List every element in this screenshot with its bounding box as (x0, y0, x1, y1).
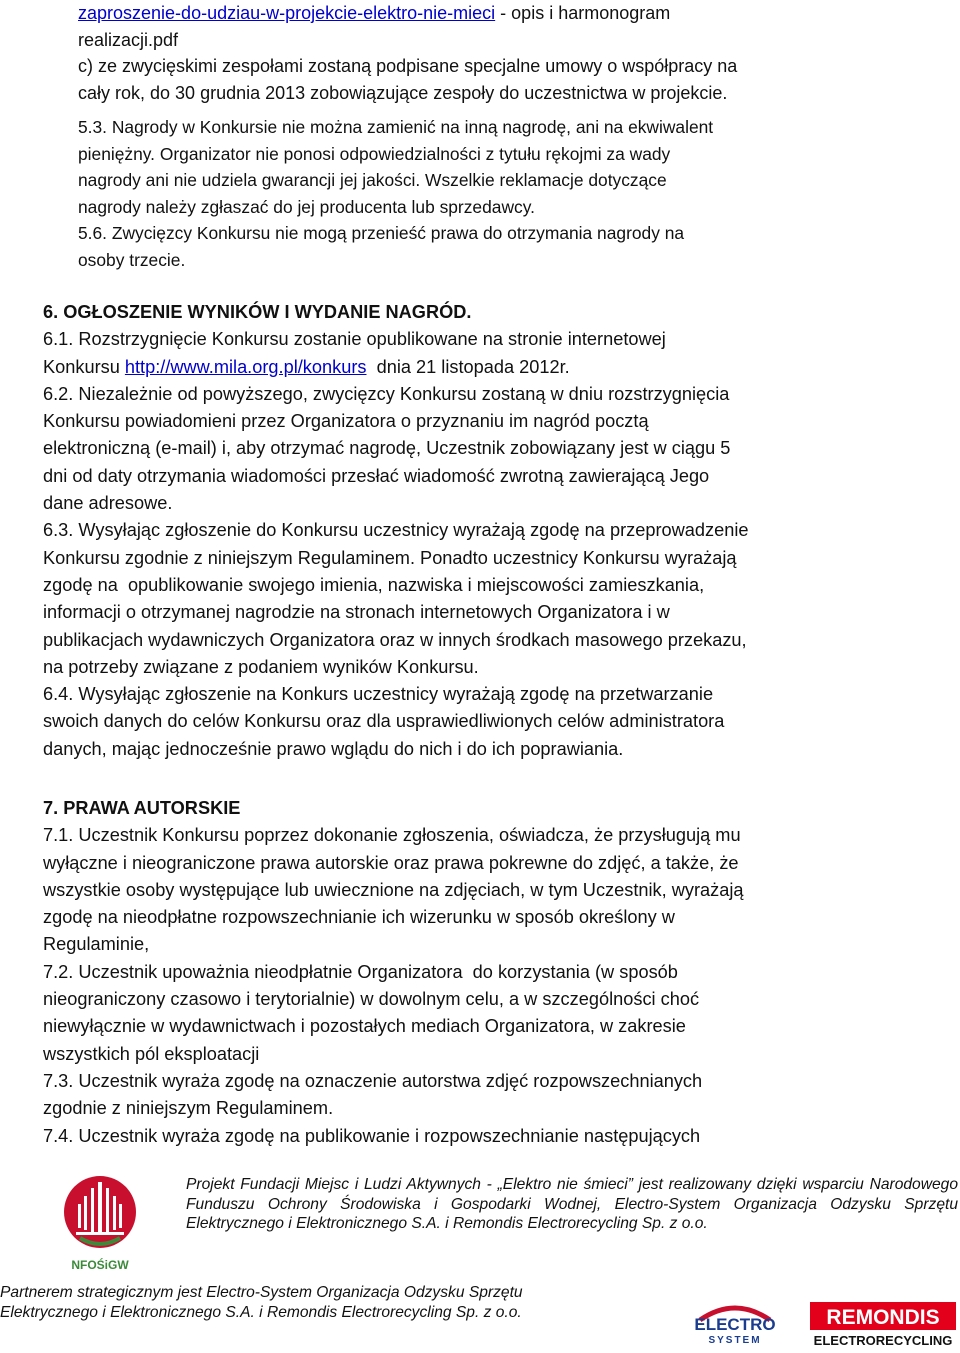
text-line: Regulaminie, (43, 934, 150, 955)
electro-system-logo (690, 1298, 780, 1348)
section-6 (43, 299, 843, 763)
text-line: nagrody należy zgłaszać do jej producenta lub sprzedawcy. (78, 196, 535, 217)
prize-rules-block (78, 114, 838, 274)
text-line: 5.6. Zwycięzcy Konkursu nie mogą przenieść prawa do otrzymania nagrody na (78, 223, 685, 244)
strategic-partner-note (0, 1283, 700, 1322)
text-line: Elektrycznego i Elektronicznego S.A. i Remondis Electrorecycling Sp. z o.o. (0, 1303, 522, 1321)
text-line: wszystkie osoby występujące lub uwiecznione na zdjęciach, w tym Uczestnik, wyrażają (43, 879, 744, 900)
pdf-link-line (78, 0, 838, 27)
system-logo-text: SYSTEM (708, 1335, 762, 1346)
text-line: zgodnie z niniejszym Regulaminem. (43, 1098, 334, 1119)
text-line: danych, mając jednocześnie prawo wglądu do nich i do ich poprawiania. (43, 738, 624, 759)
text-line: dni od daty otrzymania wiadomości przesłać wiadomość zwrotną zawierającą Jego (43, 465, 710, 486)
text-line: Partnerem strategicznym jest Electro-System Organizacja Odzysku Sprzętu (0, 1284, 523, 1301)
text-line: 7.3. Uczestnik wyraża zgodę na oznaczenie autorstwa zdjęć rozpowszechnianych (43, 1070, 703, 1091)
text-span: dnia 21 listopada 2012r. (366, 356, 570, 377)
text-line: 5.3. Nagrody w Konkursie nie można zamienić na inną nagrodę, ani na ekwiwalent (78, 117, 714, 137)
project-funding-note: Projekt Fundacji Miejsc i Ludzi Aktywnych - „Elektro nie śmieci” jest realizowany dzięki wsparciu Narodowego Funduszu Ochrony Środowiska i Gospodarki Wodnej, Electro-System Organizacja Odzysku Sprzętu Elektrycznego i Elektronicznego S.A. i Remondis Electrorecycling Sp. z o.o. (186, 1176, 958, 1233)
text-line: cały rok, do 30 grudnia 2013 zobowiązujące zespoły do uczestnictwa w projekcie. (78, 82, 728, 103)
text-line: dane adresowe. (43, 493, 173, 514)
konkurs-link[interactable]: http://www.mila.org.pl/konkurs (124, 356, 367, 377)
nfosigw-logo (60, 1172, 140, 1274)
text-line: 6.1. Rozstrzygnięcie Konkursu zostanie opublikowane na stronie internetowej (43, 329, 666, 350)
text-line: 7.4. Uczestnik wyraża zgodę na publikowanie i rozpowszechnianie następujących (43, 1125, 701, 1146)
section-7 (43, 795, 843, 1150)
electro-logo-text: ELECTRO (694, 1315, 776, 1334)
text-line: Konkursu powiadomieni przez Organizatora o przyznaniu im nagród pocztą (43, 411, 649, 432)
remondis-logo-text: REMONDIS (826, 1306, 940, 1329)
results-link-line (43, 354, 843, 381)
text-line: c) ze zwycięskimi zespołami zostaną podpisane specjalne umowy o współpracy na (78, 56, 738, 77)
section-7-heading: 7. PRAWA AUTORSKIE (43, 798, 241, 818)
remondis-logo (808, 1300, 958, 1348)
text-span: Konkursu (43, 356, 125, 377)
text-line: publikacjach wydawniczych Organizatora oraz w innych środkach masowego przekazu, (43, 629, 747, 650)
text-line: informacji o otrzymanej nagrodzie na stronach internetowych Organizatora i w (43, 602, 670, 623)
text-line: wyłączne i nieograniczone prawa autorskie oraz prawa pokrewne do zdjęć, a także, że (43, 852, 739, 873)
text-line: nagrody ani nie udziela gwarancji jej jakości. Wszelkie reklamacje dotyczące (78, 170, 667, 191)
text-line: realizacji.pdf (78, 29, 179, 50)
text-line: Konkursu zgodnie z niniejszym Regulaminem. Ponadto uczestnicy Konkursu wyrażają (43, 547, 737, 568)
nfosigw-emblem-icon (60, 1172, 140, 1274)
text-line: zgodę na opublikowanie swojego imienia, nazwiska i miejscowości zamieszkania, (43, 574, 705, 595)
text-line: 6.4. Wysyłając zgłoszenie na Konkurs uczestnicy wyrażają zgodę na przetwarzanie (43, 684, 714, 705)
remondis-emblem-icon (808, 1300, 958, 1348)
text-line: zgodę na nieodpłatne rozpowszechnianie ich wizerunku w sposób określony w (43, 907, 675, 928)
text-line: 6.3. Wysyłając zgłoszenie do Konkursu uczestnicy wyrażają zgodę na przeprowadzenie (43, 520, 749, 541)
pdf-link[interactable]: zaproszenie-do-udziau-w-projekcie-elektro-nie-mieci (78, 3, 496, 23)
text-line: 6.2. Niezależnie od powyższego, zwycięzcy Konkursu zostaną w dniu rozstrzygnięcia (43, 383, 730, 404)
text-line: wszystkich pól eksploatacji (43, 1043, 260, 1064)
section-6-heading: 6. OGŁOSZENIE WYNIKÓW I WYDANIE NAGRÓD. (43, 302, 472, 322)
text-line: swoich danych do celów Konkursu oraz dla usprawiedliwionych celów administratora (43, 711, 725, 732)
pdf-link-tail: - opis i harmonogram (495, 3, 671, 23)
text-line: 7.2. Uczestnik upoważnia nieodpłatnie Organizatora do korzystania (w sposób (43, 961, 678, 982)
text-line: niewyłącznie w wydawnictwach i pozostałych mediach Organizatora, w zakresie (43, 1016, 686, 1037)
text-line: elektroniczną (e-mail) i, aby otrzymać nagrodę, Uczestnik zobowiązany jest w ciągu 5 (43, 438, 731, 459)
text-line: osoby trzecie. (78, 249, 186, 270)
intro-block (78, 0, 838, 106)
text-line: pieniężny. Organizator nie ponosi odpowiedzialności z tytułu rękojmi za wady (78, 143, 671, 164)
nfosigw-logo-text: NFOŚiGW (71, 1258, 129, 1272)
text-line: nieograniczony czasowo i terytorialnie) w dowolnym celu, a w szczególności choć (43, 989, 700, 1010)
text-line: na potrzeby związane z podaniem wyników Konkursu. (43, 656, 479, 677)
text-line: 7.1. Uczestnik Konkursu poprzez dokonanie zgłoszenia, oświadcza, że przysługują mu (43, 825, 741, 846)
electrorecycling-logo-text: ELECTRORECYCLING (813, 1333, 953, 1348)
electro-system-emblem-icon (690, 1298, 780, 1348)
